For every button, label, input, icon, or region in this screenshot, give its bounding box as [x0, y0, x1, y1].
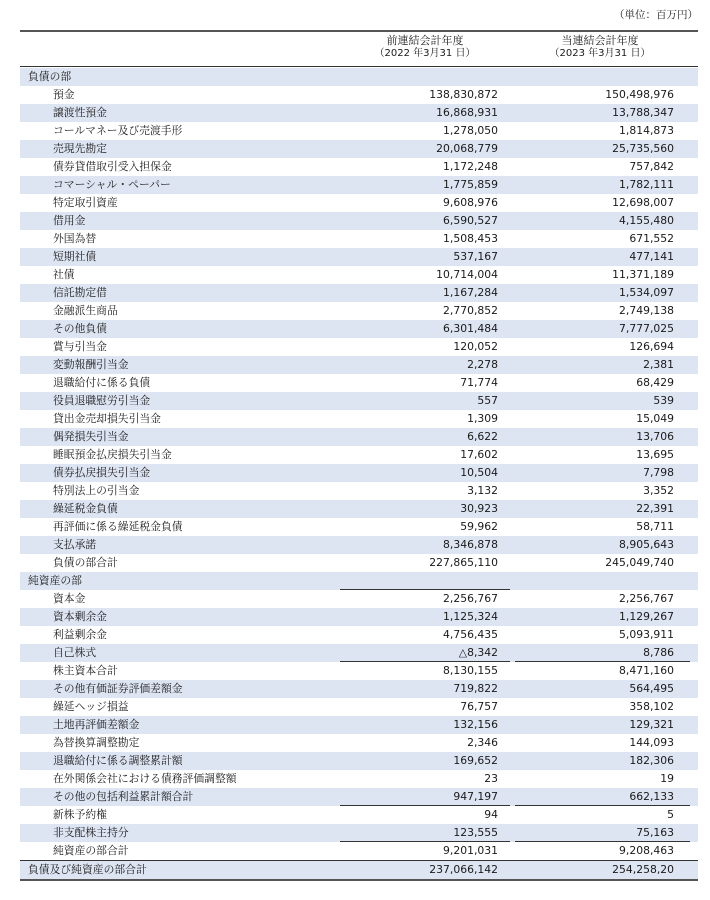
row-label: 負債及び純資産の部合計 — [28, 863, 147, 876]
row-label: 借用金 — [53, 214, 86, 227]
table-row — [20, 536, 698, 554]
value-cur: 1,814,873 — [619, 124, 674, 137]
value-prev: 138,830,872 — [429, 88, 498, 101]
row-label: 非支配株主持分 — [53, 826, 129, 839]
table-row — [20, 446, 698, 464]
row-label: その他有価証券評価差額金 — [53, 682, 183, 695]
value-prev: 9,201,031 — [443, 844, 498, 857]
table-row — [20, 518, 698, 536]
value-cur: 5,093,911 — [619, 628, 674, 641]
column-header-cur-title: 当連結会計年度 — [561, 34, 639, 47]
table-row — [20, 410, 698, 428]
value-prev: 71,774 — [460, 376, 498, 389]
value-cur: 1,534,097 — [619, 286, 674, 299]
row-label: 退職給付に係る負債 — [53, 376, 151, 389]
table-top-rule — [20, 30, 698, 32]
value-prev: 3,132 — [467, 484, 498, 497]
value-cur: 182,306 — [629, 754, 674, 767]
table-row — [20, 104, 698, 122]
value-prev: 6,301,484 — [443, 322, 498, 335]
row-label: 純資産の部合計 — [53, 844, 129, 857]
row-label: 短期社債 — [53, 250, 97, 263]
value-cur: 4,155,480 — [619, 214, 674, 227]
value-prev: 2,278 — [467, 358, 498, 371]
table-row — [20, 266, 698, 284]
table-row — [20, 464, 698, 482]
row-label: 純資産の部 — [28, 574, 82, 587]
header-rule — [20, 66, 698, 67]
row-label: コマーシャル・ペーパー — [53, 178, 171, 191]
value-cur: 8,471,160 — [619, 664, 674, 677]
row-label: 退職給付に係る調整累計額 — [53, 754, 183, 767]
value-prev: 76,757 — [460, 700, 498, 713]
value-cur: 757,842 — [629, 160, 674, 173]
row-label: 資本剰余金 — [53, 610, 107, 623]
row-label: 睡眠預金払戻損失引当金 — [53, 448, 172, 461]
row-label: 金融派生商品 — [53, 304, 118, 317]
value-prev: 20,068,779 — [436, 142, 498, 155]
value-cur: 9,208,463 — [619, 844, 674, 857]
value-prev: 16,868,931 — [436, 106, 498, 119]
table-row — [20, 788, 698, 806]
value-cur: 68,429 — [636, 376, 674, 389]
row-label: 債券貸借取引受入担保金 — [53, 160, 172, 173]
row-label: 偶発損失引当金 — [53, 430, 129, 443]
value-cur: 15,049 — [636, 412, 674, 425]
row-label: 再評価に係る繰延税金負債 — [53, 520, 183, 533]
table-row — [20, 338, 698, 356]
value-prev: 4,756,435 — [443, 628, 498, 641]
row-label: 負債の部 — [28, 70, 72, 83]
value-prev: 94 — [484, 808, 498, 821]
table-row — [20, 554, 698, 572]
table-row — [20, 626, 698, 644]
value-cur: 3,352 — [643, 484, 674, 497]
table-row — [20, 284, 698, 302]
value-prev: 557 — [477, 394, 498, 407]
row-label: 特定取引資産 — [53, 196, 118, 209]
value-cur: 150,498,976 — [605, 88, 674, 101]
value-prev: 719,822 — [453, 682, 498, 695]
row-label: 役員退職慰労引当金 — [53, 394, 151, 407]
value-cur: 564,495 — [629, 682, 674, 695]
row-label: 賞与引当金 — [53, 340, 107, 353]
value-prev: 227,865,110 — [429, 556, 498, 569]
value-cur: 254,258,20 — [612, 863, 674, 876]
table-row — [20, 806, 698, 824]
row-label: 自己株式 — [53, 646, 97, 659]
table-row — [20, 842, 698, 860]
table-row — [20, 698, 698, 716]
value-cur: 75,163 — [636, 826, 674, 839]
table-row — [20, 482, 698, 500]
table-row — [20, 662, 698, 680]
value-cur: 7,798 — [643, 466, 674, 479]
value-cur: 1,129,267 — [619, 610, 674, 623]
value-prev: 8,130,155 — [443, 664, 498, 677]
table-row — [20, 608, 698, 626]
table-row — [20, 860, 698, 881]
table-row — [20, 680, 698, 698]
row-label: 変動報酬引当金 — [53, 358, 129, 371]
value-cur: 12,698,007 — [612, 196, 674, 209]
value-cur: 13,695 — [636, 448, 674, 461]
value-prev: 1,125,324 — [443, 610, 498, 623]
table-row — [20, 158, 698, 176]
row-label: 譲渡性預金 — [53, 106, 107, 119]
section-row — [20, 572, 698, 590]
row-label: 繰延税金負債 — [53, 502, 118, 515]
section-row — [20, 68, 698, 86]
value-cur: 126,694 — [629, 340, 674, 353]
row-label: 資本金 — [53, 592, 86, 605]
value-prev: 1,167,284 — [443, 286, 498, 299]
row-label: 社債 — [53, 268, 75, 281]
value-prev: 1,775,859 — [443, 178, 498, 191]
table-row — [20, 752, 698, 770]
table-row — [20, 374, 698, 392]
value-cur: 129,321 — [629, 718, 674, 731]
table-row — [20, 716, 698, 734]
table-row — [20, 770, 698, 788]
value-cur: 2,381 — [643, 358, 674, 371]
table-row — [20, 356, 698, 374]
value-cur: 358,102 — [629, 700, 674, 713]
value-prev: 2,770,852 — [443, 304, 498, 317]
value-cur: 25,735,560 — [612, 142, 674, 155]
value-prev: 10,504 — [460, 466, 498, 479]
table-row — [20, 392, 698, 410]
table-row — [20, 824, 698, 842]
value-cur: 8,786 — [643, 646, 674, 659]
balance-sheet-table — [20, 68, 698, 881]
row-label: 貸出金売却損失引当金 — [53, 412, 161, 425]
table-row — [20, 428, 698, 446]
table-row — [20, 248, 698, 266]
row-label: 株主資本合計 — [53, 664, 118, 677]
column-header-prev — [340, 34, 510, 60]
value-cur: 671,552 — [629, 232, 674, 245]
value-prev: 6,590,527 — [443, 214, 498, 227]
value-prev: 23 — [484, 772, 498, 785]
value-prev: 1,508,453 — [443, 232, 498, 245]
value-prev: 237,066,142 — [429, 863, 498, 876]
value-prev: 1,278,050 — [443, 124, 498, 137]
table-row — [20, 500, 698, 518]
value-prev: 1,172,248 — [443, 160, 498, 173]
value-cur: 7,777,025 — [619, 322, 674, 335]
table-row — [20, 122, 698, 140]
value-cur: 5 — [667, 808, 674, 821]
value-prev: 1,309 — [467, 412, 498, 425]
value-cur: 2,749,138 — [619, 304, 674, 317]
table-row — [20, 140, 698, 158]
value-cur: 144,093 — [629, 736, 674, 749]
row-label: 外国為替 — [53, 232, 97, 245]
value-prev: 8,346,878 — [443, 538, 498, 551]
value-prev: 132,156 — [453, 718, 498, 731]
value-cur: 662,133 — [629, 790, 674, 803]
row-label: 繰延ヘッジ損益 — [53, 700, 129, 713]
row-label: 預金 — [53, 88, 75, 101]
row-label: 売現先勘定 — [53, 142, 107, 155]
row-label: その他負債 — [53, 322, 107, 335]
column-header-prev-title: 前連結会計年度 — [386, 34, 464, 47]
value-prev: 9,608,976 — [443, 196, 498, 209]
row-label: 信託勘定借 — [53, 286, 107, 299]
value-prev: 120,052 — [453, 340, 498, 353]
table-row — [20, 644, 698, 662]
column-header-prev-date: （2022 年3月31 日） — [374, 48, 476, 59]
row-label: 利益剰余金 — [53, 628, 107, 641]
value-cur: 477,141 — [629, 250, 674, 263]
value-prev: 30,923 — [460, 502, 498, 515]
value-prev: 537,167 — [453, 250, 498, 263]
value-cur: 11,371,189 — [612, 268, 674, 281]
value-prev: 2,256,767 — [443, 592, 498, 605]
table-row — [20, 734, 698, 752]
row-label: 土地再評価差額金 — [53, 718, 140, 731]
table-row — [20, 302, 698, 320]
row-label: 負債の部合計 — [53, 556, 118, 569]
table-row — [20, 590, 698, 608]
value-prev: 2,346 — [467, 736, 498, 749]
value-prev: 169,652 — [453, 754, 498, 767]
table-row — [20, 320, 698, 338]
value-cur: 539 — [653, 394, 674, 407]
value-cur: 19 — [660, 772, 674, 785]
value-cur: 2,256,767 — [619, 592, 674, 605]
row-label: 債券払戻損失引当金 — [53, 466, 151, 479]
value-prev: 123,555 — [453, 826, 498, 839]
row-label: 在外関係会社における債務評価調整額 — [53, 772, 237, 785]
value-cur: 1,782,111 — [619, 178, 674, 191]
column-header-cur-date: （2023 年3月31 日） — [549, 48, 651, 59]
table-row — [20, 86, 698, 104]
table-row — [20, 230, 698, 248]
value-prev: 17,602 — [460, 448, 498, 461]
value-prev: 947,197 — [453, 790, 498, 803]
row-label: コールマネー及び売渡手形 — [53, 124, 183, 137]
value-cur: 22,391 — [636, 502, 674, 515]
table-row — [20, 194, 698, 212]
value-prev: 6,622 — [467, 430, 498, 443]
value-cur: 58,711 — [636, 520, 674, 533]
row-label: 新株予約権 — [53, 808, 107, 821]
value-cur: 13,788,347 — [612, 106, 674, 119]
value-cur: 8,905,643 — [619, 538, 674, 551]
unit-label: （単位：百万円） — [614, 9, 698, 21]
table-row — [20, 176, 698, 194]
column-header-cur — [515, 34, 685, 60]
value-cur: 245,049,740 — [605, 556, 674, 569]
row-label: 為替換算調整勘定 — [53, 736, 140, 749]
row-label: 特別法上の引当金 — [53, 484, 140, 497]
value-prev: △8,342 — [458, 646, 498, 659]
table-row — [20, 212, 698, 230]
row-label: その他の包括利益累計額合計 — [53, 790, 194, 803]
value-cur: 13,706 — [636, 430, 674, 443]
row-label: 支払承諾 — [53, 538, 97, 551]
value-prev: 59,962 — [460, 520, 498, 533]
value-prev: 10,714,004 — [436, 268, 498, 281]
